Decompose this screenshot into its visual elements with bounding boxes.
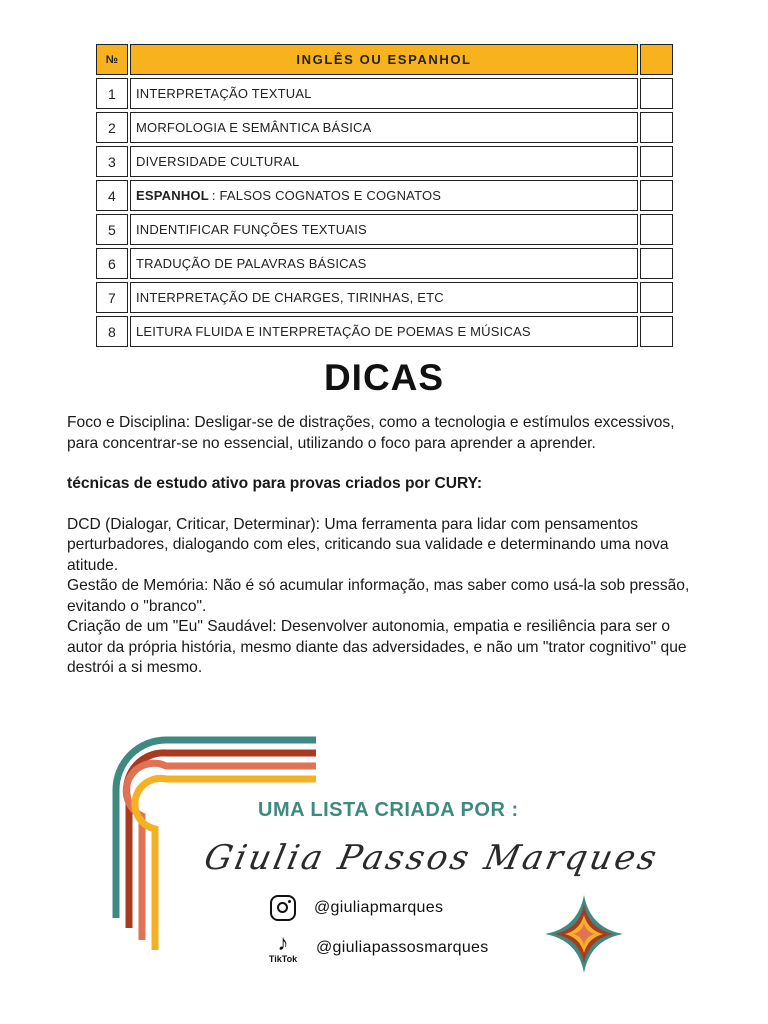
tiktok-handle[interactable]: @giuliapassosmarques bbox=[316, 939, 489, 956]
instagram-handle[interactable]: @giuliapmarques bbox=[314, 899, 444, 916]
tiktok-row[interactable] bbox=[264, 932, 489, 964]
row-topic-text: INTERPRETAÇÃO TEXTUAL bbox=[136, 86, 312, 101]
credit-title: UMA LISTA CRIADA POR : bbox=[258, 799, 519, 821]
row-topic-text: LEITURA FLUIDA E INTERPRETAÇÃO DE POEMAS E MÚSICAS bbox=[136, 324, 531, 339]
tecnicas-heading: técnicas de estudo ativo para provas criados por CURY: bbox=[67, 475, 483, 492]
table-title: INGLÊS OU ESPANHOL bbox=[130, 44, 638, 75]
star-decoration-icon bbox=[543, 893, 625, 975]
tiktok-icon bbox=[264, 932, 302, 964]
row-topic-text: INTERPRETAÇÃO DE CHARGES, TIRINHAS, ETC bbox=[136, 290, 444, 305]
memoria-paragraph: Gestão de Memória: Não é só acumular informação, mas saber como usá-la sob pressão, evitando o "branco". bbox=[67, 577, 690, 615]
row-number: 5 bbox=[96, 214, 128, 245]
instagram-icon bbox=[270, 895, 296, 921]
row-topic-text: MORFOLOGIA E SEMÂNTICA BÁSICA bbox=[136, 120, 372, 135]
foco-paragraph: Foco e Disciplina: Desligar-se de distrações, como a tecnologia e estímulos excessivos, para concentrar-se no essencial, utilizando o foco para aprender a aprender. bbox=[67, 414, 675, 452]
row-topic-bold: ESPANHOL bbox=[136, 188, 209, 203]
dcd-paragraph: DCD (Dialogar, Criticar, Determinar): Uma ferramenta para lidar com pensamentos perturbadores, dialogando com eles, criticando sua validade e determinando uma nova atitude. bbox=[67, 515, 669, 574]
dicas-title: DICAS bbox=[323, 357, 445, 398]
instagram-row[interactable] bbox=[270, 895, 443, 921]
row-topic-text: INDENTIFICAR FUNÇÕES TEXTUAIS bbox=[136, 222, 367, 237]
row-number: 8 bbox=[96, 316, 128, 347]
row-number: 2 bbox=[96, 112, 128, 143]
row-number: 4 bbox=[96, 180, 128, 211]
tiktok-note-icon: ♪ bbox=[277, 930, 289, 955]
row-topic-text: TRADUÇÃO DE PALAVRAS BÁSICAS bbox=[136, 256, 367, 271]
row-number: 1 bbox=[96, 78, 128, 109]
eu-paragraph: Criação de um "Eu" Saudável: Desenvolver autonomia, empatia e resiliência para ser o autor da própria história, mesmo diante das adversidades, e não um "trator cognitivo" que destrói a si mesmo. bbox=[67, 618, 687, 676]
row-number: 7 bbox=[96, 282, 128, 313]
tiktok-label: TikTok bbox=[268, 954, 298, 964]
row-topic-text: : FALSOS COGNATOS E COGNATOS bbox=[211, 188, 442, 203]
row-topic-text: DIVERSIDADE CULTURAL bbox=[136, 154, 300, 169]
signature: Giulia Passos Marques bbox=[200, 838, 663, 878]
row-number: 3 bbox=[96, 146, 128, 177]
number-header: № bbox=[96, 44, 128, 75]
row-number: 6 bbox=[96, 248, 128, 279]
